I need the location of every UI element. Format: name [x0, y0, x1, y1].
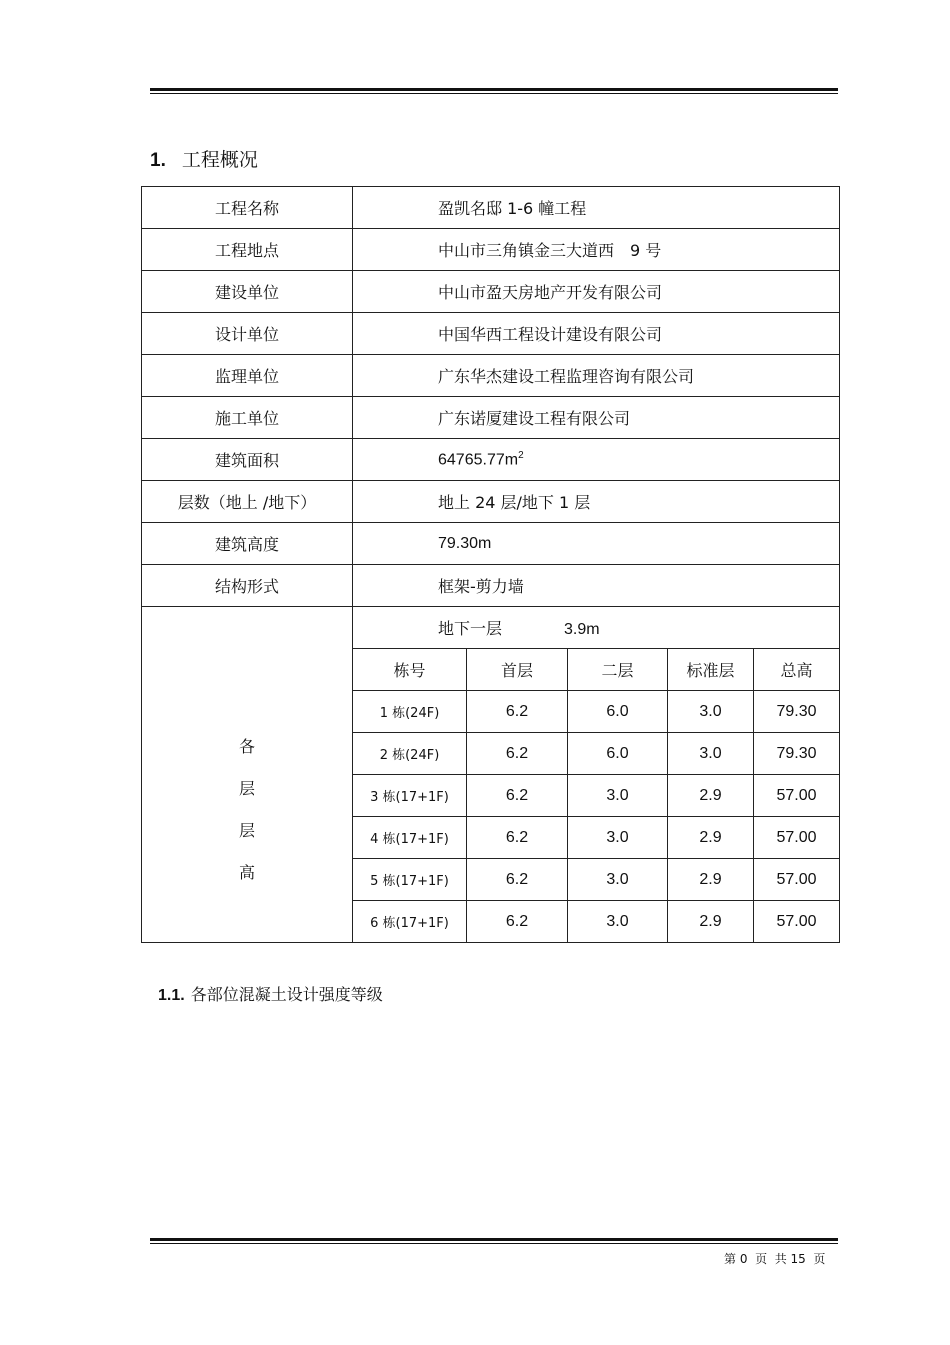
- value-cell: 79.30: [754, 691, 840, 733]
- label-char: 层: [238, 778, 255, 798]
- subsection-number: 1.1.: [158, 987, 185, 1004]
- value-cell: 6.0: [568, 691, 668, 733]
- table-row: [142, 313, 840, 355]
- value-cell: 6.2: [467, 733, 568, 775]
- row-label: 监理单位: [142, 355, 353, 397]
- table-row: [142, 229, 840, 271]
- table-row: [142, 397, 840, 439]
- value-cell: 3.0: [568, 859, 668, 901]
- table-row: [142, 355, 840, 397]
- subsection-heading: [158, 982, 383, 1005]
- value-cell: 3.0: [568, 775, 668, 817]
- column-header: 栋号: [353, 649, 467, 691]
- value-cell: 2.9: [668, 775, 754, 817]
- value-cell: 57.00: [754, 859, 840, 901]
- row-label: 设计单位: [142, 313, 353, 355]
- column-header: 总高: [754, 649, 840, 691]
- row-value: 中山市盈天房地产开发有限公司: [353, 271, 840, 313]
- area-unit-exponent: 2: [518, 449, 524, 461]
- row-value: 盈凯名邸 1-6 幢工程: [353, 187, 840, 229]
- section-heading: [150, 145, 258, 172]
- value-cell: 6.2: [467, 859, 568, 901]
- row-value: 广东诺厦建设工程有限公司: [353, 397, 840, 439]
- row-label: 建设单位: [142, 271, 353, 313]
- value-cell: 6.0: [568, 733, 668, 775]
- table-row: [142, 565, 840, 607]
- building-cell: 5 栋(17+1F): [353, 859, 467, 901]
- row-value: 地上 24 层/地下 1 层: [353, 481, 840, 523]
- row-label: 工程名称: [142, 187, 353, 229]
- section-number: 1.: [150, 150, 166, 171]
- value-cell: 3.0: [668, 733, 754, 775]
- row-label: 建筑面积: [142, 439, 353, 481]
- row-label: 工程地点: [142, 229, 353, 271]
- value-cell: 79.30: [754, 733, 840, 775]
- project-overview-table: [141, 186, 840, 943]
- table-row: [142, 439, 840, 481]
- building-cell: 4 栋(17+1F): [353, 817, 467, 859]
- value-cell: 57.00: [754, 817, 840, 859]
- subsection-title: 各部位混凝土设计强度等级: [190, 985, 383, 1004]
- row-label: 层数（地上 /地下）: [142, 481, 353, 523]
- value-cell: 6.2: [467, 901, 568, 943]
- section-title: 工程概况: [181, 149, 258, 171]
- area-value: 64765.77m: [438, 451, 519, 469]
- page-number: 第 0 页 共 15 页: [724, 1252, 826, 1266]
- row-label: 施工单位: [142, 397, 353, 439]
- basement-value: 3.9m: [564, 621, 600, 638]
- row-value: 广东华杰建设工程监理咨询有限公司: [353, 355, 840, 397]
- table-row: [142, 607, 840, 649]
- value-cell: 3.0: [568, 817, 668, 859]
- table-row: [142, 523, 840, 565]
- value-cell: 3.0: [668, 691, 754, 733]
- value-cell: 3.0: [568, 901, 668, 943]
- value-cell: 6.2: [467, 817, 568, 859]
- value-cell: 57.00: [754, 775, 840, 817]
- row-value: 中国华西工程设计建设有限公司: [353, 313, 840, 355]
- building-cell: 1 栋(24F): [353, 691, 467, 733]
- value-cell: 2.9: [668, 901, 754, 943]
- label-char: 各: [238, 736, 255, 756]
- value-cell: 57.00: [754, 901, 840, 943]
- building-cell: 6 栋(17+1F): [353, 901, 467, 943]
- basement-height: [353, 607, 840, 649]
- label-char: 高: [238, 862, 255, 882]
- value-cell: 6.2: [467, 691, 568, 733]
- column-header: 二层: [568, 649, 668, 691]
- floor-heights-label: [142, 607, 353, 943]
- row-label: 结构形式: [142, 565, 353, 607]
- table-row: [142, 271, 840, 313]
- column-header: 标准层: [668, 649, 754, 691]
- value-cell: 6.2: [467, 775, 568, 817]
- row-value: 中山市三角镇金三大道西 9 号: [353, 229, 840, 271]
- header-rule: [150, 88, 838, 94]
- table-row: [142, 481, 840, 523]
- row-value: 79.30m: [353, 523, 840, 565]
- basement-label: 地下一层: [438, 619, 503, 638]
- table-row: [142, 187, 840, 229]
- column-header: 首层: [467, 649, 568, 691]
- footer-rule: [150, 1238, 838, 1244]
- label-char: 层: [238, 820, 255, 840]
- row-label: 建筑高度: [142, 523, 353, 565]
- value-cell: 2.9: [668, 859, 754, 901]
- value-cell: 2.9: [668, 817, 754, 859]
- building-cell: 3 栋(17+1F): [353, 775, 467, 817]
- row-value-area: [353, 439, 840, 481]
- row-value: 框架-剪力墙: [353, 565, 840, 607]
- building-cell: 2 栋(24F): [353, 733, 467, 775]
